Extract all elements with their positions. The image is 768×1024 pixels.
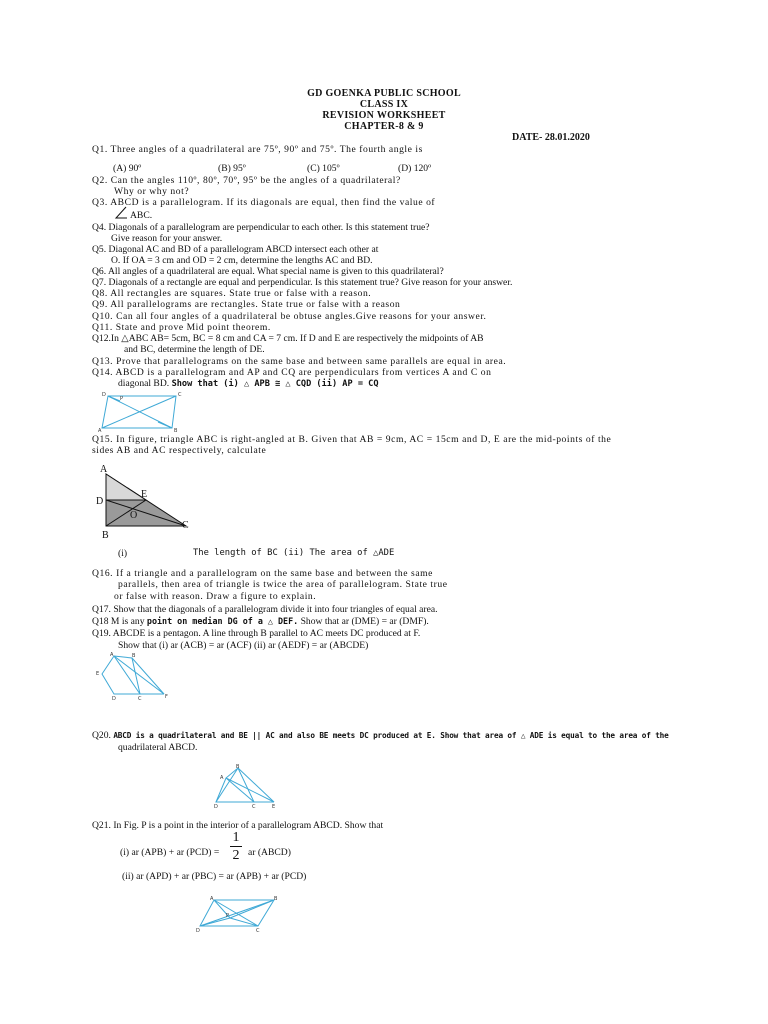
question-3: Q3. ABCD is a parallelogram. If its diagonals are equal, then find the value of	[92, 197, 436, 208]
svg-text:B: B	[236, 764, 240, 770]
q21-part-2: (ii) ar (APD) + ar (PBC) = ar (APB) + ar (PCD)	[122, 871, 307, 882]
fraction-denominator: 2	[232, 848, 240, 863]
question-13: Q13. Prove that parallelograms on the same base and between same parallels are equal in area.	[92, 356, 507, 367]
label-e: E	[141, 489, 148, 500]
q20-quadrilateral-figure	[212, 762, 280, 808]
question-16: Q16. If a triangle and a parallelogram on the same base and between the same	[92, 568, 433, 579]
fraction-numerator: 1	[232, 830, 240, 845]
svg-text:E: E	[272, 804, 276, 808]
class-label: CLASS IX	[359, 99, 409, 110]
label-o: O	[130, 510, 138, 521]
question-2-cont: Why or why not?	[114, 186, 190, 197]
svg-text:A: A	[110, 652, 114, 658]
q19-pentagon-figure	[92, 650, 174, 702]
svg-text:C: C	[256, 928, 260, 934]
q1-option-d: (D) 120º	[398, 163, 432, 174]
svg-text:D: D	[196, 928, 200, 934]
label-c: C	[182, 520, 189, 531]
question-21: Q21. In Fig. P is a point in the interior of a parallelogram ABCD. Show that	[92, 820, 384, 831]
question-20	[92, 730, 669, 741]
svg-text:C: C	[138, 696, 142, 702]
q20-text-a: Q20.	[92, 730, 114, 741]
svg-text:P: P	[120, 396, 124, 402]
question-7: Q7. Diagonals of a rectangle are equal and perpendicular. Is this statement true? Give reason for your answer.	[92, 277, 513, 288]
label-b: B	[102, 530, 109, 540]
question-20-cont: quadrilateral ABCD.	[118, 742, 198, 753]
svg-text:F: F	[165, 694, 168, 700]
q18-text-b: point on median DG of a △ DEF.	[146, 616, 299, 626]
question-15-cont: sides AB and AC respectively, calculate	[92, 445, 267, 456]
svg-text:A: A	[220, 775, 224, 781]
q14-parallelogram-figure	[98, 390, 186, 432]
q1-option-c: (C) 105º	[307, 163, 340, 174]
q14-show-text: Show that (i) △ APB ≅ △ CQD (ii) AP = CQ	[171, 379, 379, 389]
question-6: Q6. All angles of a quadrilateral are equal. What special name is given to this quadrilateral?	[92, 266, 444, 277]
svg-text:B: B	[132, 653, 136, 659]
question-16-cont: parallels, then area of triangle is twice the area of parallelogram. State true	[118, 579, 448, 590]
question-12: Q12.In △ABC AB= 5cm, BC = 8 cm and CA = 7 cm. If D and E are respectively the midpoints of AB	[92, 333, 484, 344]
label-a: A	[100, 464, 108, 475]
q18-text-a: Q18 M is any	[92, 616, 147, 627]
q18-text-c: Show that ar (DME) = ar (DMF).	[298, 616, 429, 627]
svg-text:D: D	[112, 696, 116, 702]
svg-text:D: D	[214, 804, 218, 808]
question-5-cont: O. If OA = 3 cm and OD = 2 cm, determine the lengths AC and BD.	[111, 255, 373, 266]
question-11: Q11. State and prove Mid point theorem.	[92, 322, 271, 333]
svg-text:E: E	[96, 671, 100, 677]
chapter-label: CHAPTER-8 & 9	[344, 121, 424, 132]
question-12-cont: and BC, determine the length of DE.	[124, 344, 265, 355]
svg-text:C: C	[178, 392, 182, 398]
svg-text:A: A	[98, 428, 102, 432]
svg-text:P: P	[226, 913, 230, 919]
question-4: Q4. Diagonals of a parallelogram are perpendicular to each other. Is this statement true?	[92, 222, 430, 233]
svg-text:B: B	[174, 428, 178, 432]
question-14: Q14. ABCD is a parallelogram and AP and CQ are perpendiculars from vertices A and C on	[92, 367, 492, 378]
q21-part-1b: ar (ABCD)	[248, 847, 291, 858]
q21-parallelogram-figure	[196, 894, 280, 934]
q20-text-b: ABCD is a quadrilateral and BE || AC and also BE meets DC produced at E. Show that area of △ ADE is equal to the area of the	[113, 731, 669, 740]
svg-text:D: D	[102, 392, 106, 398]
question-16-cont2: or false with reason. Draw a figure to explain.	[114, 591, 317, 602]
svg-text:C: C	[252, 804, 256, 808]
q1-option-a: (A) 90º	[113, 163, 142, 174]
question-15: Q15. In figure, triangle ABC is right-angled at B. Given that AB = 9cm, AC = 15cm and D, E are the mid-points of the	[92, 434, 612, 445]
question-19: Q19. ABCDE is a pentagon. A line through B parallel to AC meets DC produced at F.	[92, 628, 421, 639]
school-name: GD GOENKA PUBLIC SCHOOL	[307, 88, 461, 99]
svg-text:B: B	[274, 896, 278, 902]
question-9: Q9. All parallelograms are rectangles. State true or false with a reason	[92, 299, 401, 310]
q1-option-b: (B) 95º	[218, 163, 246, 174]
question-2: Q2. Can the angles 110º, 80º, 70º, 95º be the angles of a quadrilateral?	[92, 175, 401, 186]
one-half-fraction	[226, 830, 246, 863]
fraction-bar	[230, 846, 242, 847]
question-8: Q8. All rectangles are squares. State true or false with a reason.	[92, 288, 372, 299]
question-17: Q17. Show that the diagonals of a parallelogram divide it into four triangles of equal area.	[92, 604, 438, 615]
svg-text:A: A	[210, 896, 214, 902]
question-4-cont: Give reason for your answer.	[111, 233, 223, 244]
q14-diagonal-text: diagonal BD.	[118, 378, 172, 389]
worksheet-title: REVISION WORKSHEET	[322, 110, 446, 121]
worksheet-date: DATE- 28.01.2020	[512, 132, 590, 143]
angle-icon	[114, 206, 128, 219]
label-d: D	[96, 496, 104, 507]
question-18	[92, 616, 429, 627]
question-19-cont: Show that (i) ar (ACB) = ar (ACF) (ii) ar (AEDF) = ar (ABCDE)	[118, 640, 369, 651]
question-1: Q1. Three angles of a quadrilateral are 75º, 90º and 75º. The fourth angle is	[92, 144, 423, 155]
q15-triangle-figure	[94, 462, 204, 540]
q15-sub-question: The length of BC (ii) The area of △ADE	[193, 548, 395, 558]
q15-sub-number: (i)	[118, 548, 128, 559]
question-3-cont: ABC.	[130, 210, 153, 221]
question-5: Q5. Diagonal AC and BD of a parallelogram ABCD intersect each other at	[92, 244, 379, 255]
question-10: Q10. Can all four angles of a quadrilateral be obtuse angles.Give reasons for your answer.	[92, 311, 487, 322]
q21-part-1a: (i) ar (APB) + ar (PCD) =	[120, 847, 220, 858]
question-14-cont	[118, 378, 379, 390]
